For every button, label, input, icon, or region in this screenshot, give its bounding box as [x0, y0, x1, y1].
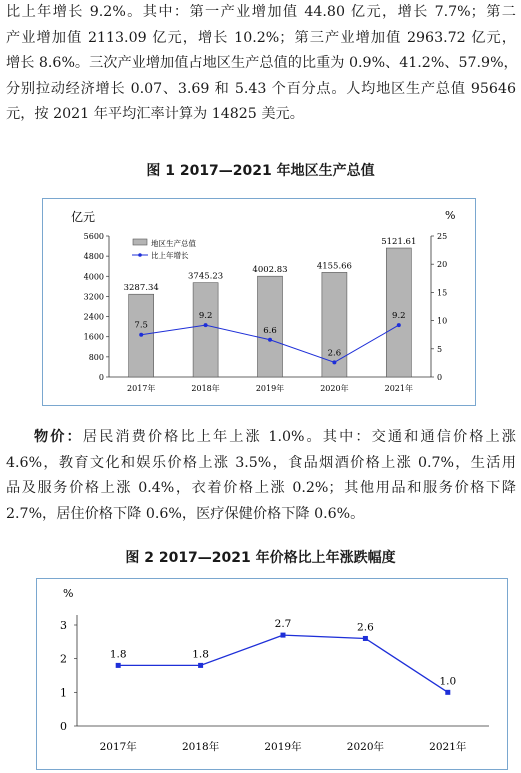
text-line: [6, 425, 516, 451]
price-label: 1.8: [192, 648, 209, 661]
price-label: 1.0: [439, 675, 457, 688]
text-line: 品及服务价格上涨 0.4%，衣着价格上涨 0.2%；其他用品和服务价格下降: [6, 480, 516, 496]
right-tick-label: 0: [437, 373, 443, 382]
growth-point: [204, 323, 208, 327]
gdp-combo-chart: [43, 199, 475, 405]
price-point: [445, 690, 450, 695]
left-tick-label: 4800: [83, 252, 104, 262]
legend-bar-label: 地区生产总值: [151, 239, 196, 248]
growth-label: 7.5: [134, 320, 148, 331]
text-line: 比上年增长 9.2%。其中：第一产业增加值 44.80 亿元，增长 7.7%；第二: [6, 4, 516, 20]
right-tick-label: 5: [437, 344, 443, 354]
x-tick-label: 2020年: [346, 741, 385, 753]
x-tick-label: 2019年: [255, 384, 285, 393]
text-line: 4.6%，教育文化和娱乐价格上涨 3.5%，食品烟酒价格上涨 0.7%，生活用: [6, 454, 516, 471]
paragraph-lead: 物价：: [34, 429, 83, 445]
left-tick-label: 2400: [83, 312, 104, 322]
y-tick-label: 3: [60, 619, 67, 632]
y-tick-label: 1: [60, 686, 67, 700]
growth-label: 2.6: [327, 348, 342, 359]
gdp-bar-label: 5121.61: [381, 237, 417, 248]
x-tick-label: 2020年: [320, 384, 349, 393]
paragraph-prices: [6, 425, 516, 527]
figure1-caption: 图 1 2017—2021 年地区生产总值: [146, 163, 375, 179]
figure2-chart: [36, 578, 508, 770]
left-tick-label: 4000: [83, 272, 104, 282]
growth-label: 9.2: [392, 311, 406, 322]
gdp-bar-label: 3287.34: [123, 283, 159, 294]
right-tick-label: 20: [437, 260, 448, 270]
text-line: 2.7%，居住价格下降 0.6%，医疗保健价格下降 0.6%。: [6, 505, 365, 522]
text-line: 增长 8.6%。三次产业增加值占地区生产总值的比重为 0.9%、41.2%、57.9%，: [6, 55, 518, 71]
y-tick-label: 2: [60, 652, 67, 666]
legend-bar-swatch: [133, 239, 147, 245]
left-tick-label: 800: [88, 352, 104, 362]
right-tick-label: 10: [437, 316, 448, 326]
text-line: 产业增加值 2113.09 亿元，增长 10.2%；第三产业增加值 2963.72 亿元，: [6, 29, 516, 46]
price-label: 2.7: [274, 618, 292, 631]
line-series: [110, 618, 456, 695]
figure2-caption: 图 2 2017—2021 年价格比上年涨跌幅度: [125, 550, 396, 566]
right-tick-label: 25: [437, 232, 448, 241]
gdp-bar: [193, 283, 218, 377]
figure1-chart: [42, 198, 476, 406]
right-tick-label: 15: [437, 288, 448, 298]
price-point: [116, 663, 121, 668]
growth-point: [268, 338, 272, 342]
gdp-bar-label: 4002.83: [252, 265, 288, 276]
text-span: 居民消费价格比上年上涨 1.0%。其中：交通和通信价格上涨: [82, 429, 516, 445]
axes: [60, 615, 489, 753]
growth-point: [397, 323, 401, 327]
paragraph-gdp-structure: [6, 0, 516, 128]
price-line: [118, 635, 448, 692]
growth-point: [139, 333, 143, 337]
x-tick-label: 2021年: [429, 741, 467, 753]
growth-label: 9.2: [198, 311, 213, 322]
y-tick-label: 0: [60, 720, 67, 733]
legend: [132, 238, 196, 260]
gdp-bar-label: 4155.66: [316, 261, 352, 272]
text-line: 分别拉动经济增长 0.07、3.69 和 5.43 个百分点。人均地区生产总值 95646: [6, 80, 516, 97]
price-point: [363, 636, 368, 641]
price-label: 1.8: [109, 648, 127, 661]
x-tick-label: 2017年: [127, 384, 156, 393]
gdp-bar-label: 3745.23: [188, 271, 224, 282]
legend-line-label: 比上年增长: [151, 251, 189, 260]
left-tick-label: 0: [98, 373, 104, 382]
left-tick-label: 1600: [83, 332, 104, 342]
price-line-chart: [37, 579, 507, 769]
left-axis-unit: 亿元: [71, 210, 96, 224]
x-tick-label: 2017年: [99, 741, 137, 753]
left-tick-label: 3200: [83, 292, 104, 302]
legend-line-marker: [138, 253, 142, 257]
growth-point: [332, 360, 336, 364]
growth-label: 6.6: [263, 325, 277, 336]
price-point: [198, 663, 203, 668]
x-tick-label: 2021年: [384, 384, 413, 393]
text-line: 元，按 2021 年平均汇率计算为 14825 美元。: [6, 106, 304, 122]
price-label: 2.6: [357, 621, 374, 634]
right-axis-unit: %: [445, 209, 456, 222]
price-point: [281, 633, 286, 638]
x-tick-label: 2018年: [181, 741, 220, 753]
left-tick-label: 5600: [83, 232, 104, 241]
x-tick-label: 2019年: [264, 741, 302, 753]
y-axis-unit: %: [63, 587, 74, 600]
x-tick-label: 2018年: [191, 384, 220, 393]
